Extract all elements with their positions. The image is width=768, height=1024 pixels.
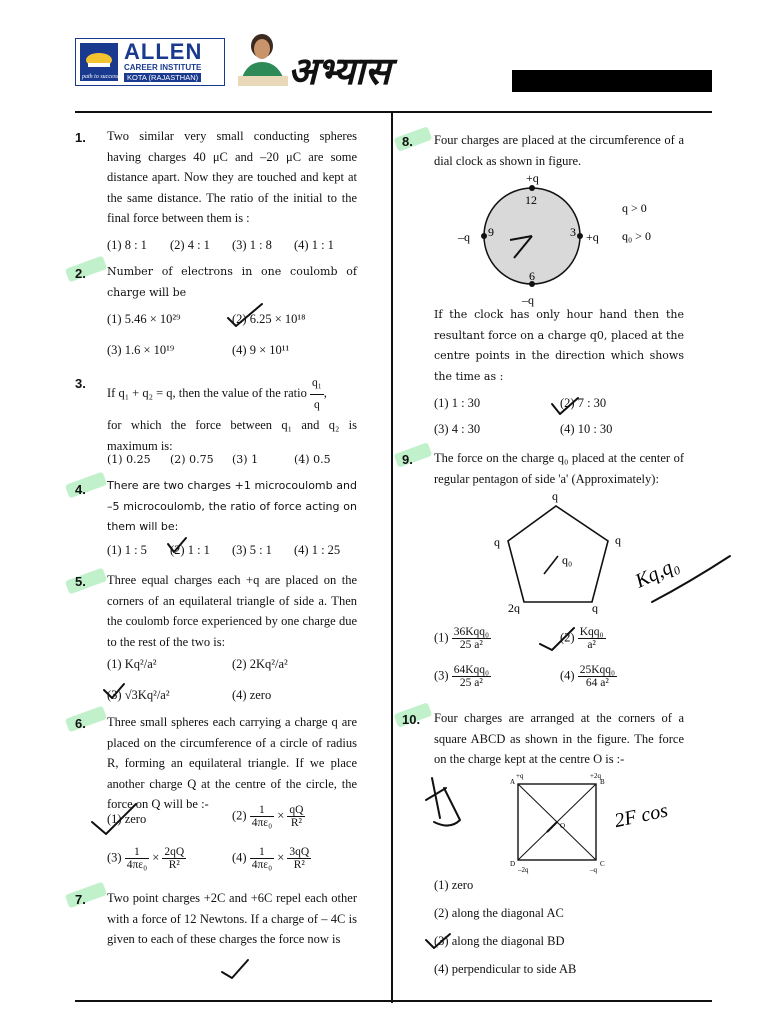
option-label: (1) [434,630,449,645]
check-mark [92,804,136,834]
check-mark [426,934,450,948]
times-sign: × [277,808,285,823]
logo-subtitle: CAREER INSTITUTE [124,63,202,72]
fraction-numerator: 25Kqq₀ [579,664,616,676]
fraction-denominator: q [313,398,320,411]
corner-label: C [600,860,605,868]
condition-label: q₀ > 0 [622,229,651,243]
condition-label: q > 0 [622,201,647,215]
fraction-denominator: 25 a² [459,639,483,651]
question-number: 4. [75,482,86,497]
charge-label: –q [522,293,534,307]
handwriting: Kq,q₀ [631,553,683,593]
section-title: अभ्यास [288,49,391,93]
option: (1) 0.25 [107,453,151,466]
charge-label: +q [586,230,599,244]
option: (4) 1 : 25 [294,543,341,557]
question-number: 5. [75,574,86,589]
check-mark [168,538,186,552]
question-text: Four charges are placed at the circumference of a dial clock as shown in figure. [434,133,684,168]
check-mark [104,684,124,698]
fraction-denominator: R² [290,817,303,829]
option: (4) 1 : 1 [294,238,334,252]
option: (1) Kq²/a² [107,657,157,671]
option-label: (4) [560,668,575,683]
charge-label: +2q [590,772,601,780]
option-label: (2) [232,808,247,823]
question-text-part: for which the force between q₁ and q₂ is maximum is: [107,418,357,453]
question-text: Two point charges +2C and +6C repel each other with a force of 12 Newtons. If a charge of – 4C is given to each of these charges the force now is [107,891,357,946]
option: (1) 1 : 5 [107,543,147,557]
option: (4) zero [232,688,272,702]
charge-label: –2q [518,866,529,874]
fraction-numerator: 1 [125,846,149,859]
charge-label: q [552,489,558,503]
charge-label: q [494,535,500,549]
centre-label: O [560,822,566,830]
fraction-denominator: 25 a² [459,677,483,689]
charge-label: +q [526,171,539,185]
logo-name: ALLEN [124,39,203,64]
option-label: (3) [434,668,449,683]
check-mark [222,960,248,978]
option: (3) 1 [232,453,259,466]
option: (3) along the diagonal BD [434,934,565,948]
fraction-numerator: q₁ [310,373,324,395]
fraction-denominator: 4πε₀ [126,859,148,871]
logo-city: KOTA (RAJASTHAN) [124,73,201,82]
question-text: Number of electrons in one coulomb of charge will be [107,265,357,299]
question-number: 2. [75,266,86,281]
question-number: 3. [75,376,86,391]
fraction-denominator: 4πε₀ [251,859,273,871]
option-label: (4) [232,850,247,865]
charge-label: q [615,533,621,547]
charge-label: –q [458,230,470,244]
charge-label: +q [516,772,524,780]
option: (2) 2Kq²/a² [232,657,288,671]
option: (2) 6.25 × 10¹⁸ [232,312,306,326]
question-text: Two similar very small conducting spheres having charges 40 μC and –20 μC are some distance apart. Now they are touched and kept at the same distance. The ratio of the initial to the final force between them is : [107,129,357,225]
fraction-numerator: 2qQ [164,846,185,858]
check-mark [228,304,262,326]
fraction-numerator: 1 [250,804,274,817]
option: (3) 5 : 1 [232,543,272,557]
fraction-denominator: R² [168,859,180,871]
option-label: (2) [560,630,575,645]
fraction-numerator: 1 [250,846,274,859]
option: (1) zero [107,812,147,826]
option: (2) 4 : 1 [170,238,210,252]
clock-number: 12 [525,193,537,207]
option: (2) along the diagonal AC [434,906,564,920]
question-number: 9. [402,452,413,467]
option: (4) 0.5 [294,453,331,466]
check-mark [540,628,574,650]
fraction-numerator: Kqq₀ [579,626,604,638]
question-number: 6. [75,716,86,731]
check-mark [552,398,578,414]
question-number: 7. [75,892,86,907]
fraction-denominator: 4πε₀ [251,817,273,829]
option: (1) 1 : 30 [434,396,481,410]
clock-number: 9 [488,225,494,239]
question-text: Three equal charges each +q are placed on the corners of an equilateral triangle of side a. Then the coulomb force experienced by one charge due to the rest of the two is: [107,573,357,649]
question-text: There are two charges +1 microcoulomb and –5 microcoulomb, the ratio of force acting on them will be: [107,479,357,533]
fraction-denominator: 64 a² [585,677,609,689]
option: (1) zero [434,878,474,892]
option: (4) perpendicular to side AB [434,962,577,976]
option: (3) 1.6 × 10¹⁹ [107,343,175,357]
fraction-numerator: 36Kqq₀ [453,626,490,638]
question-text: The force on the charge q₀ placed at the center of regular pentagon of side 'a' (Approximately): [434,451,684,486]
fraction-denominator: a² [587,639,596,651]
question-number: 8. [402,134,413,149]
corner-label: B [600,778,605,786]
option: (4) 10 : 30 [560,422,613,436]
option: (2) 7 : 30 [560,396,607,410]
question-text-part: , [323,385,327,400]
times-sign: × [152,850,160,865]
option: (4) 9 × 10¹¹ [232,343,290,357]
option: (2) 0.75 [170,453,214,466]
corner-label: D [510,860,516,868]
option: (1) 8 : 1 [107,238,147,252]
fraction-numerator: qQ [289,804,304,816]
option: (3) 1 : 8 [232,238,272,252]
logo-tagline: path to success [82,74,119,80]
clock-number: 6 [529,269,535,283]
fraction-denominator: R² [293,859,305,871]
question-text-part: If q₁ + q₂ = q, then the value of the ratio [107,385,307,400]
question-text: If the clock has only hour hand then the resultant force on a charge q0, placed at the centre points in the direction which shows the time as : [434,308,684,383]
option-label: (3) [107,850,122,865]
fraction-numerator: 64Kqq₀ [453,664,490,676]
question-number: 1. [75,130,86,145]
charge-label: 2q [508,601,520,614]
question-number: 10. [402,712,421,727]
option: (2) 1 : 1 [170,543,210,557]
question-text: Three small spheres each carrying a charge q are placed on the circumference of a circle of radius R, forming an equilateral triangle. If we place another charge Q at the centre of the circle, the force on Q will be :- [107,715,357,811]
option: (3) 4 : 30 [434,422,481,436]
clock-number: 3 [570,225,576,239]
option: (1) 5.46 × 10²⁹ [107,312,181,326]
fraction-numerator: 3qQ [289,846,310,858]
handwriting: 2F cos [612,799,670,833]
charge-label: –q [590,866,597,874]
times-sign: × [277,850,285,865]
corner-label: A [510,778,516,786]
question-text: Four charges are arranged at the corners of a square ABCD as shown in the figure. The force on the charge kept at the centre O is :- [434,711,684,766]
option: (3) √3Kq²/a² [107,688,170,702]
charge-label: q₀ [562,553,573,567]
charge-label: q [592,601,598,614]
